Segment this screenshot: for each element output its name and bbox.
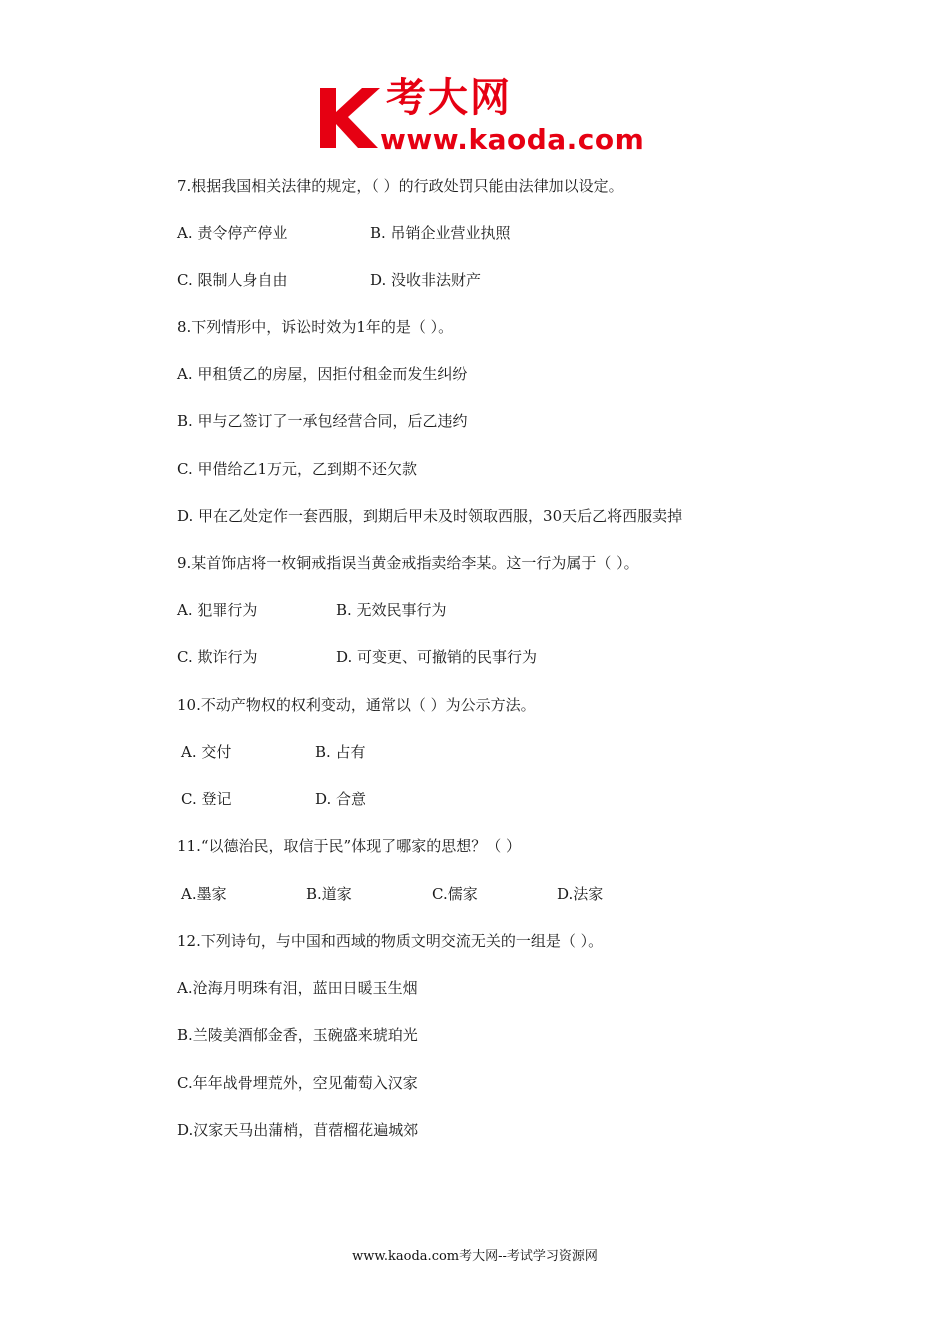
question-option: A. 交付 <box>181 743 232 761</box>
question-option: C.儒家 <box>432 885 478 903</box>
question-option: A.墨家 <box>181 885 227 903</box>
question-option: C.年年战骨埋荒外，空见葡萄入汉家 <box>177 1074 418 1092</box>
question-option: B.道家 <box>306 885 352 903</box>
question-option: D.汉家天马出蒲梢，苜蓿榴花遍城郊 <box>177 1121 419 1139</box>
question-option: D. 合意 <box>315 790 367 808</box>
kaoda-k-logo-icon <box>318 84 384 150</box>
question-option: A. 犯罪行为 <box>177 601 258 619</box>
question-option: C. 登记 <box>181 790 232 808</box>
question-option: A. 甲租赁乙的房屋，因拒付租金而发生纠纷 <box>177 365 468 383</box>
question-option: B. 吊销企业营业执照 <box>370 224 511 242</box>
question-option: C. 甲借给乙1万元，乙到期不还欠款 <box>177 460 418 478</box>
brand-name: 考大网 <box>386 75 512 121</box>
question-option: B. 占有 <box>315 743 366 761</box>
question-option: D.法家 <box>557 885 604 903</box>
question-option: C. 限制人身自由 <box>177 271 288 289</box>
question-option: A.沧海月明珠有泪，蓝田日暖玉生烟 <box>177 979 418 997</box>
question-option: D. 没收非法财产 <box>370 271 482 289</box>
question-option: B. 无效民事行为 <box>336 601 447 619</box>
page-footer: www.kaoda.com考大网--考试学习资源网 <box>352 1249 598 1264</box>
question-stem: 7.根据我国相关法律的规定，（ ）的行政处罚只能由法律加以设定。 <box>177 177 624 195</box>
question-stem: 12.下列诗句，与中国和西域的物质文明交流无关的一组是（ ）。 <box>177 932 604 950</box>
question-stem: 8.下列情形中，诉讼时效为1年的是（ ）。 <box>177 318 454 336</box>
question-option: D. 甲在乙处定作一套西服，到期后甲未及时领取西服，30天后乙将西服卖掉 <box>177 507 683 525</box>
question-option: C. 欺诈行为 <box>177 648 258 666</box>
question-option: B. 甲与乙签订了一承包经营合同，后乙违约 <box>177 412 468 430</box>
question-option: B.兰陵美酒郁金香，玉碗盛来琥珀光 <box>177 1026 418 1044</box>
question-option: A. 责令停产停业 <box>177 224 288 242</box>
brand-url: www.kaoda.com <box>380 123 645 156</box>
question-stem: 11.“以德治民，取信于民”体现了哪家的思想？（ ） <box>177 837 521 855</box>
question-stem: 10.不动产物权的权利变动，通常以（ ）为公示方法。 <box>177 696 536 714</box>
kaoda-logo <box>318 75 645 158</box>
question-option: D. 可变更、可撤销的民事行为 <box>336 648 538 666</box>
question-stem: 9.某首饰店将一枚铜戒指误当黄金戒指卖给李某。这一行为属于（ ）。 <box>177 554 639 572</box>
